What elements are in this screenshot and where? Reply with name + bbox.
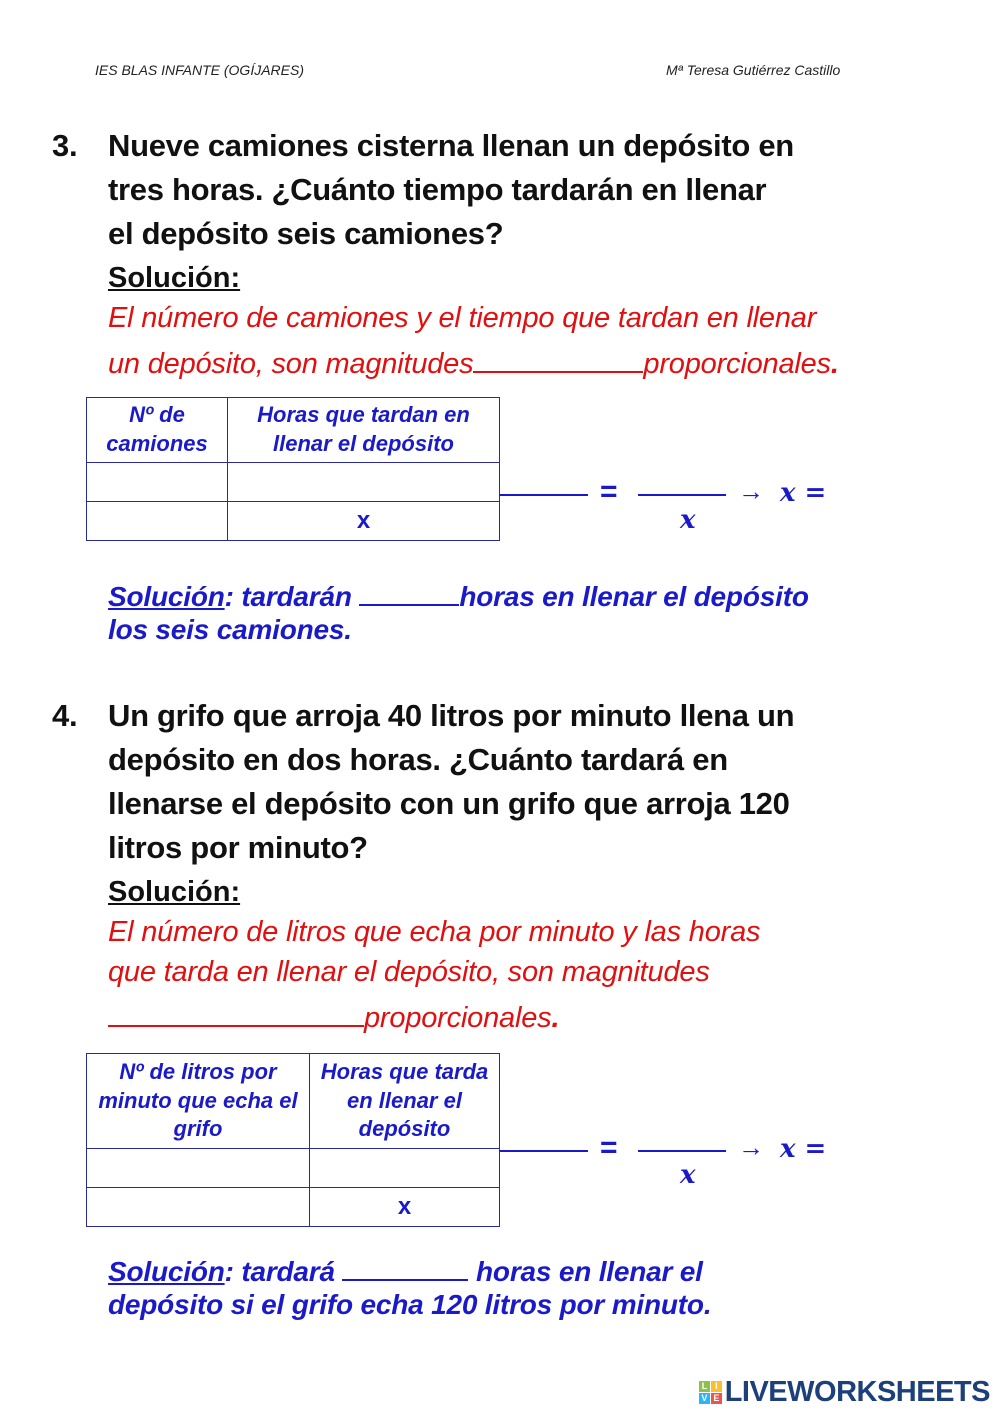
data-table — [86, 397, 500, 541]
proportion-type-blank[interactable] — [108, 996, 364, 1027]
solution-label: Solución: — [108, 876, 241, 908]
liveworksheets-logo — [699, 1376, 990, 1409]
answer-line — [108, 1251, 703, 1288]
answer-line: los seis camiones. — [108, 614, 352, 645]
statement-text: proporcionales — [643, 348, 831, 380]
arrow-icon: → — [738, 1132, 764, 1162]
answer-text: : tardará — [224, 1256, 343, 1287]
answer-label: Solución — [108, 581, 225, 612]
statement-text: un depósito, son magnitudes — [108, 348, 474, 380]
header-author: Mª Teresa Gutiérrez Castillo — [666, 62, 841, 78]
fraction-bar — [638, 1150, 726, 1152]
problem-4-line: depósito en dos horas. ¿Cuánto tardará en — [108, 742, 728, 777]
fraction-bar — [638, 494, 726, 496]
answer-text: horas en llenar el — [468, 1256, 703, 1287]
problem-4-line: llenarse el depósito con un grifo que arroja 120 — [108, 786, 790, 821]
problem-4-line: litros por minuto? — [108, 830, 368, 865]
logo-text: LIVEWORKSHEETS — [724, 1376, 990, 1408]
problem-4-number: 4. — [52, 698, 78, 733]
table-cell-x: x — [310, 1188, 500, 1227]
equals-sign: = — [600, 1131, 618, 1164]
arrow-icon: → — [738, 476, 764, 506]
table-header: Nº de litros por minuto que echa el grifo — [87, 1054, 310, 1149]
fraction-bar — [500, 494, 588, 496]
answer-blank[interactable] — [359, 576, 459, 606]
logo-icon — [699, 1381, 722, 1404]
table-cell-input[interactable] — [87, 1188, 310, 1227]
problem-3-line: el depósito seis camiones? — [108, 216, 504, 251]
table-cell-x: x — [228, 502, 500, 541]
equals-sign: = — [600, 475, 618, 508]
x-result: x = — [780, 478, 827, 508]
proportion-type-blank[interactable] — [473, 342, 643, 373]
answer-label: Solución — [108, 1256, 225, 1287]
table-header: Horas que tarda en llenar el depósito — [310, 1054, 500, 1149]
logo-letter: E — [711, 1393, 722, 1404]
answer-line — [108, 576, 809, 613]
answer-text: horas en llenar el depósito — [459, 581, 809, 612]
x-denominator: x — [680, 505, 696, 535]
problem-3-number: 3. — [52, 128, 78, 163]
answer-text: : tardarán — [224, 581, 360, 612]
logo-letter: V — [699, 1393, 710, 1404]
table-cell-input[interactable] — [87, 502, 228, 541]
statement-line: El número de litros que echa por minuto y las horas — [108, 916, 761, 948]
table-header: Nº de camiones — [87, 398, 228, 463]
solution-label: Solución: — [108, 262, 241, 294]
logo-letter: L — [699, 1381, 710, 1392]
logo-letter: I — [711, 1381, 722, 1392]
answer-blank[interactable] — [342, 1251, 468, 1281]
fraction-bar — [500, 1150, 588, 1152]
problem-3-line: Nueve camiones cisterna llenan un depósito en — [108, 128, 794, 163]
problem-4-line: Un grifo que arroja 40 litros por minuto llena un — [108, 698, 795, 733]
header-school: IES BLAS INFANTE (OGÍJARES) — [95, 62, 305, 78]
statement-line: que tarda en llenar el depósito, son magnitudes — [108, 956, 710, 988]
answer-line: depósito si el grifo echa 120 litros por minuto. — [108, 1289, 712, 1320]
data-table — [86, 1053, 500, 1227]
table-cell-input[interactable] — [228, 463, 500, 502]
x-denominator: x — [680, 1160, 696, 1190]
statement-text: proporcionales — [364, 1002, 552, 1034]
x-result: x = — [780, 1134, 827, 1164]
statement-line — [108, 996, 559, 1035]
period: . — [551, 1002, 560, 1034]
problem-3-line: tres horas. ¿Cuánto tiempo tardarán en llenar — [108, 172, 767, 207]
table-cell-input[interactable] — [87, 463, 228, 502]
period: . — [830, 348, 839, 380]
statement-line — [108, 342, 839, 381]
statement-line: El número de camiones y el tiempo que tardan en llenar — [108, 302, 817, 334]
table-header: Horas que tardan en llenar el depósito — [228, 398, 500, 463]
table-cell-input[interactable] — [310, 1149, 500, 1188]
table-cell-input[interactable] — [87, 1149, 310, 1188]
